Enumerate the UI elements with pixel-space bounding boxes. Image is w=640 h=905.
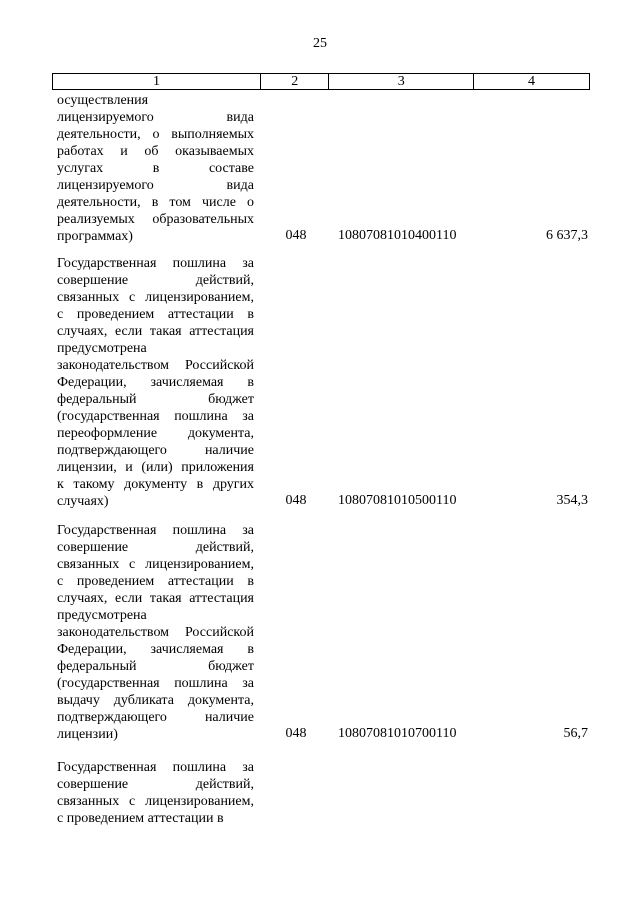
description-line: Федерации, зачисляемая в xyxy=(57,642,254,657)
column-header-2: 2 xyxy=(261,74,329,90)
description-line: совершение действий, xyxy=(57,777,254,792)
admin-code: 048 xyxy=(285,493,307,508)
column-header-3: 3 xyxy=(329,74,474,90)
row-description xyxy=(57,255,254,510)
description-line: к такому документу в других xyxy=(57,477,254,492)
admin-code: 048 xyxy=(285,726,307,741)
description-line: деятельности, о выполняемых xyxy=(57,127,254,142)
description-line: Государственная пошлина за xyxy=(57,523,254,538)
description-line: Государственная пошлина за xyxy=(57,760,254,775)
description-line: законодательством Российской xyxy=(57,625,254,640)
budget-classification-code: 10807081010500110 xyxy=(338,493,457,508)
amount-value: 6 637,3 xyxy=(546,228,588,243)
description-line: совершение действий, xyxy=(57,273,254,288)
description-line: лицензируемого вида xyxy=(57,178,254,193)
page-number: 25 xyxy=(313,36,327,51)
column-header-4: 4 xyxy=(474,74,590,90)
description-line: случаях, если такая аттестация xyxy=(57,324,254,339)
budget-classification-code: 10807081010400110 xyxy=(338,228,457,243)
description-line: с проведением аттестации в xyxy=(57,574,254,589)
description-line: лицензируемого вида xyxy=(57,110,254,125)
description-line: выдачу дубликата документа, xyxy=(57,693,254,708)
description-line: лицензии, и (или) приложения xyxy=(57,460,254,475)
description-line: предусмотрена xyxy=(57,341,147,356)
description-line: (государственная пошлина за xyxy=(57,676,254,691)
description-line: федеральный бюджет xyxy=(57,659,254,674)
row-description xyxy=(57,522,254,743)
description-line: осуществления xyxy=(57,93,149,108)
description-line: услугах в составе xyxy=(57,161,254,176)
description-line: случаях, если такая аттестация xyxy=(57,591,254,606)
description-line: работах и об оказываемых xyxy=(57,144,254,159)
description-line: связанных с лицензированием, xyxy=(57,290,254,305)
description-line: Государственная пошлина за xyxy=(57,256,254,271)
column-header-1: 1 xyxy=(53,74,261,90)
description-line: предусмотрена xyxy=(57,608,147,623)
admin-code: 048 xyxy=(285,228,307,243)
description-line: подтверждающего наличие xyxy=(57,710,254,725)
budget-classification-code: 10807081010700110 xyxy=(338,726,457,741)
description-line: случаях) xyxy=(57,494,109,509)
description-line: лицензии) xyxy=(57,727,118,742)
description-line: реализуемых образовательных xyxy=(57,212,254,227)
description-line: связанных с лицензированием, xyxy=(57,794,254,809)
description-line: переоформление документа, xyxy=(57,426,254,441)
description-line: законодательством Российской xyxy=(57,358,254,373)
description-line: с проведением аттестации в xyxy=(57,307,254,322)
description-line: с проведением аттестации в xyxy=(57,811,224,826)
description-line: подтверждающего наличие xyxy=(57,443,254,458)
description-line: деятельности, в том числе о xyxy=(57,195,254,210)
amount-value: 354,3 xyxy=(556,493,588,508)
description-line: совершение действий, xyxy=(57,540,254,555)
amount-value: 56,7 xyxy=(563,726,588,741)
row-description xyxy=(57,759,254,827)
description-line: Федерации, зачисляемая в xyxy=(57,375,254,390)
description-line: программах) xyxy=(57,229,133,244)
description-line: связанных с лицензированием, xyxy=(57,557,254,572)
row-description xyxy=(57,92,254,245)
table-header xyxy=(52,73,590,90)
description-line: (государственная пошлина за xyxy=(57,409,254,424)
description-line: федеральный бюджет xyxy=(57,392,254,407)
